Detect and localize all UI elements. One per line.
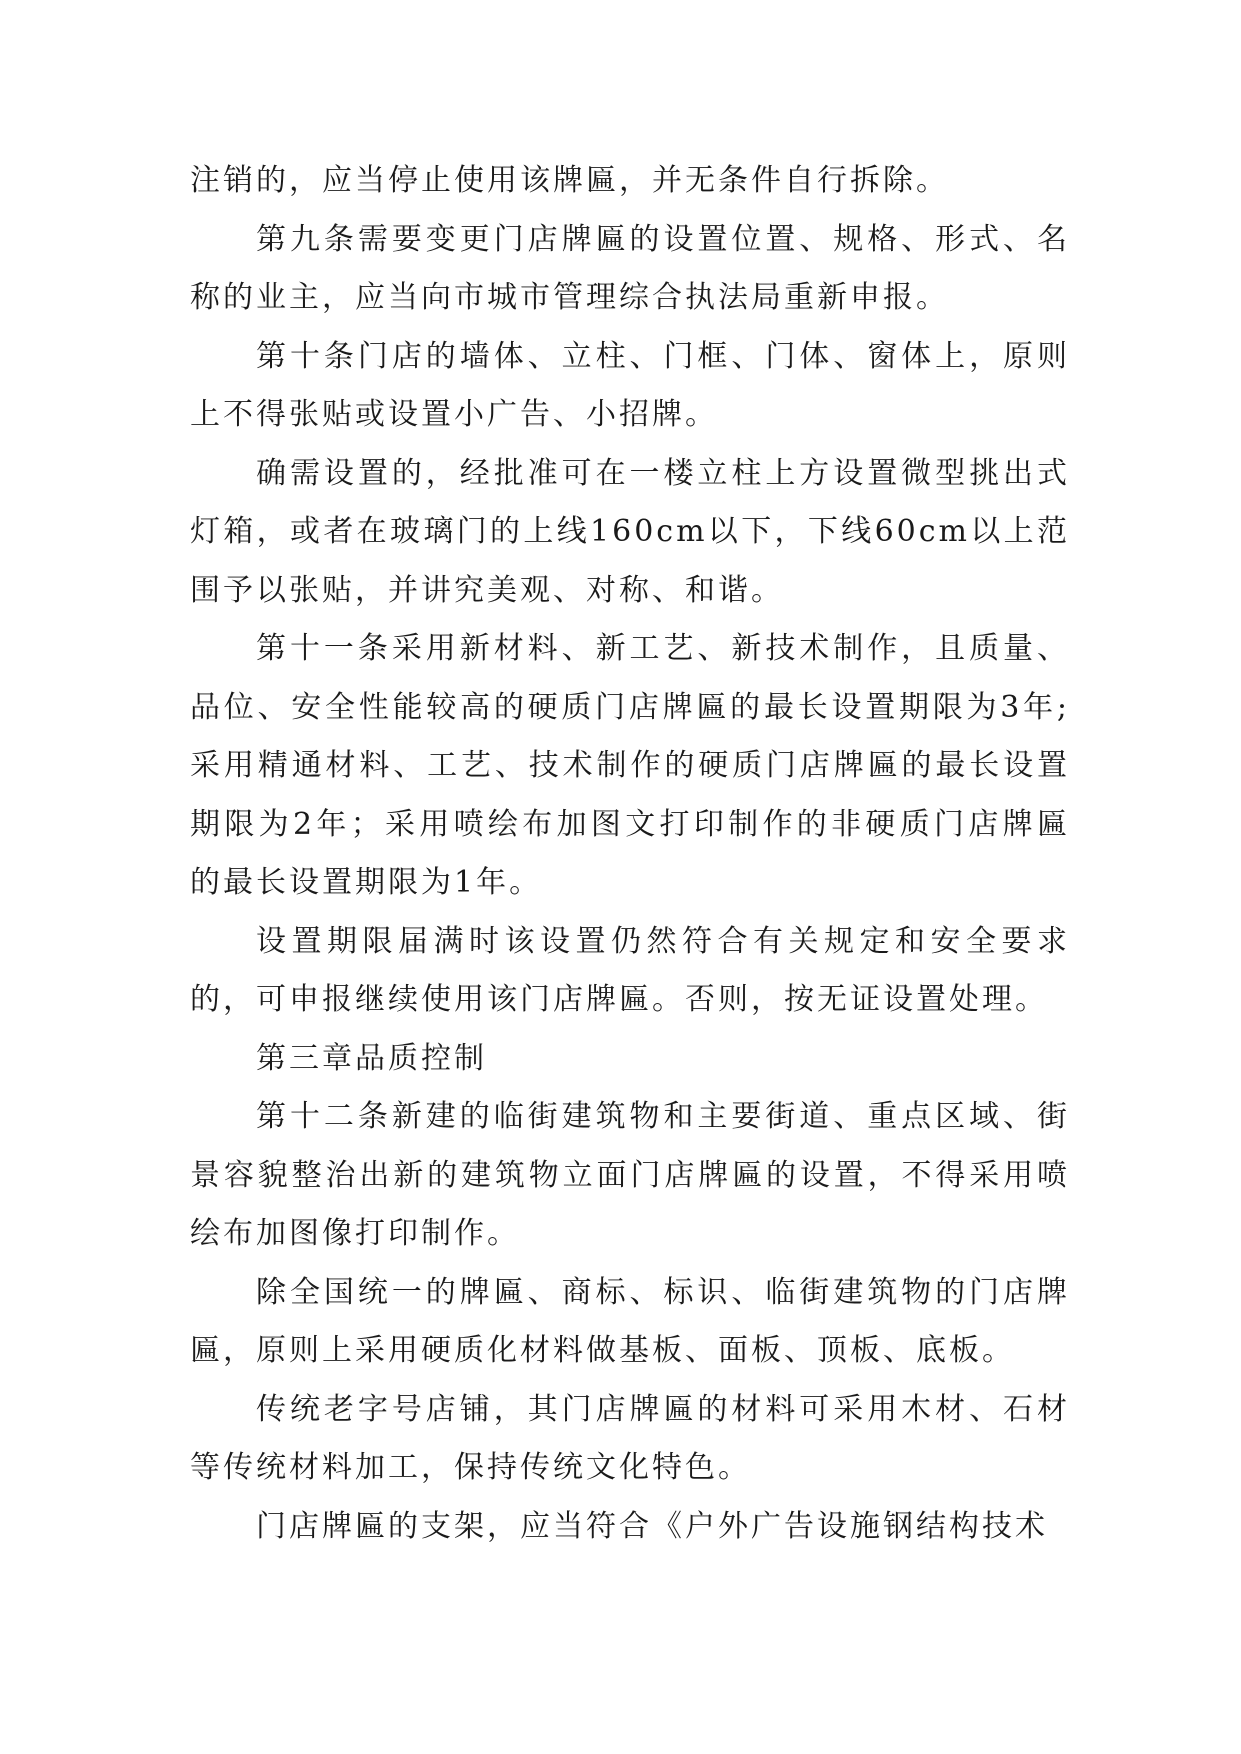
paragraph: 第十一条采用新材料、新工艺、新技术制作，且质量、品位、安全性能较高的硬质门店牌匾的最长设置期限为3年;采用精通材料、工艺、技术制作的硬质门店牌匾的最长设置期限为2年；采用喷绘布加图文打印制作的非硬质门店牌匾的最长设置期限为1年。 xyxy=(190,631,1070,900)
chapter-heading: 第三章品质控制 xyxy=(256,1040,487,1076)
paragraph: 第十条门店的墙体、立柱、门框、门体、窗体上，原则上不得张贴或设置小广告、小招牌。 xyxy=(190,338,1070,432)
paragraph: 设置期限届满时该设置仍然符合有关规定和安全要求的，可申报继续使用该门店牌匾。否则，按无证设置处理。 xyxy=(190,923,1070,1017)
paragraph: 传统老字号店铺，其门店牌匾的材料可采用木材、石材等传统材料加工，保持传统文化特色。 xyxy=(190,1391,1070,1485)
paragraph: 注销的，应当停止使用该牌匾，并无条件自行拆除。 xyxy=(190,163,949,198)
paragraph: 除全国统一的牌匾、商标、标识、临街建筑物的门店牌匾，原则上采用硬质化材料做基板、面板、顶板、底板。 xyxy=(190,1274,1070,1368)
paragraph: 确需设置的，经批准可在一楼立柱上方设置微型挑出式灯箱，或者在玻璃门的上线160cm以下，下线60cm以上范围予以张贴，并讲究美观、对称、和谐。 xyxy=(190,455,1070,608)
paragraph: 门店牌匾的支架，应当符合《户外广告设施钢结构技术 xyxy=(256,1508,1048,1544)
document-body xyxy=(190,152,1070,1556)
paragraph: 第九条需要变更门店牌匾的设置位置、规格、形式、名称的业主，应当向市城市管理综合执法局重新申报。 xyxy=(190,221,1070,315)
paragraph: 第十二条新建的临街建筑物和主要街道、重点区域、街景容貌整治出新的建筑物立面门店牌匾的设置，不得采用喷绘布加图像打印制作。 xyxy=(190,1099,1070,1251)
